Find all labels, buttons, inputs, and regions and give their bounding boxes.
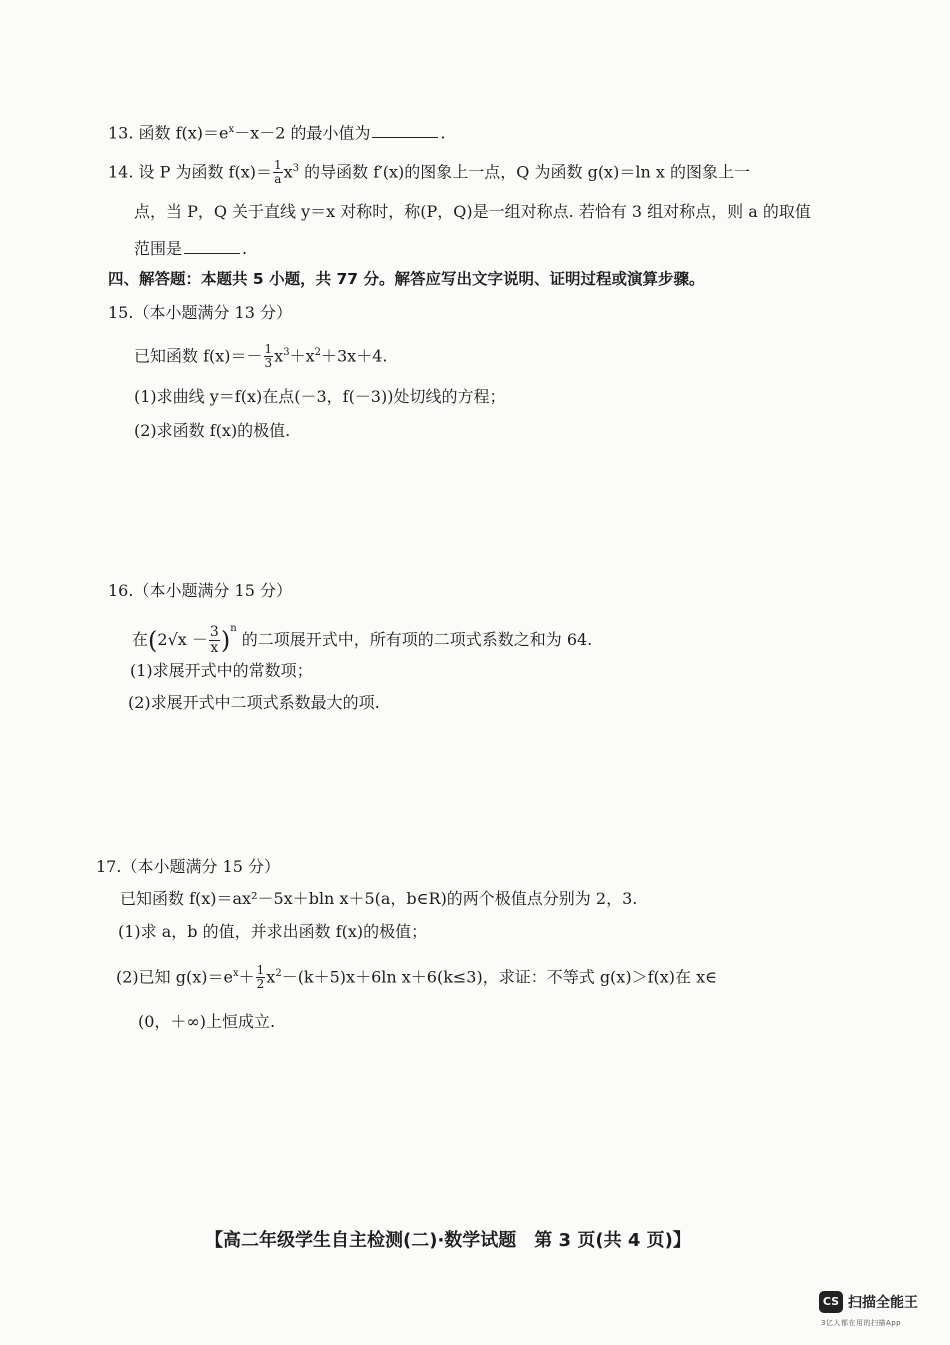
question-14-line-2: 点，当 P，Q 关于直线 y＝x 对称时，称(P，Q)是一组对称点. 若恰有 3 组对称点，则 a 的取值 [134, 202, 811, 221]
question-15-part-1: (1)求曲线 y＝f(x)在点(－3，f(－3))处切线的方程； [134, 387, 506, 406]
question-17-heading: 17.（本小题满分 15 分） [96, 857, 280, 876]
answer-blank-14 [184, 239, 240, 254]
fraction: $\frac{1}{2}$ [256, 963, 265, 992]
camscanner-logo-icon: CS [819, 1291, 843, 1313]
page-footer: 【高二年级学生自主检测(二)·数学试题 第 3 页(共 4 页)】 [205, 1230, 691, 1251]
right-paren: ) [220, 626, 231, 655]
watermark-tagline: 3亿人都在用的扫描App [821, 1319, 902, 1327]
question-17-part-2: (2)已知 $g(x)=e^x+$ $\frac{1}{2}$ $x^2-(k+5)x+6\ln$ x＋6(k≤3)，求证：不等式 g(x)＞f(x)在 x∈ [116, 963, 717, 992]
question-13: 13. 函数 $f(x)=e^x-x-2$ 的最小值为 . [108, 123, 446, 143]
question-17-part-2-continued: (0，＋∞)上恒成立. [138, 1012, 276, 1031]
question-16-stem: 在(2√x － $\frac{3}{x}$ )$^n$ 的二项展开式中，所有项的二项式系数之和为 64. [132, 623, 593, 656]
fraction: $\frac{1}{a}$ [274, 158, 282, 187]
answer-blank-13 [372, 123, 438, 138]
question-15-heading: 15.（本小题满分 13 分） [108, 303, 292, 322]
scanner-watermark [819, 1291, 933, 1331]
question-16-part-1: (1)求展开式中的常数项； [130, 661, 313, 680]
question-15-part-2: (2)求函数 f(x)的极值. [134, 421, 291, 440]
question-17-stem: 已知函数 f(x)＝ax²－5x＋bln x＋5(a，b∈R)的两个极值点分别为 2，3. [120, 889, 638, 908]
fraction: $\frac{3}{x}$ [209, 624, 219, 656]
question-16-part-2: (2)求展开式中二项式系数最大的项. [128, 693, 380, 712]
question-14-line-1: 14. 设 P 为函数 f(x)＝ $\frac{1}{a}$ $x^3$ 的导函数 f′(x)的图象上一点，Q 为函数 g(x)＝ln x 的图象上一 [108, 158, 750, 187]
left-paren: ( [148, 626, 158, 655]
question-17-part-1: (1)求 a，b 的值，并求出函数 f(x)的极值； [118, 922, 428, 941]
section-heading: 四、解答题：本题共 5 小题，共 77 分。解答应写出文字说明、证明过程或演算步骤。 [108, 270, 705, 288]
fraction: $\frac{1}{3}$ [264, 342, 273, 371]
question-14-line-3: 范围是 . [134, 239, 248, 258]
question-16-heading: 16.（本小题满分 15 分） [108, 581, 292, 600]
watermark-name: 扫描全能王 [848, 1295, 918, 1311]
question-15-stem: 已知函数 f(x)＝－ $\frac{1}{3}$ $x^3+x^2+3x+4$. [134, 342, 388, 371]
